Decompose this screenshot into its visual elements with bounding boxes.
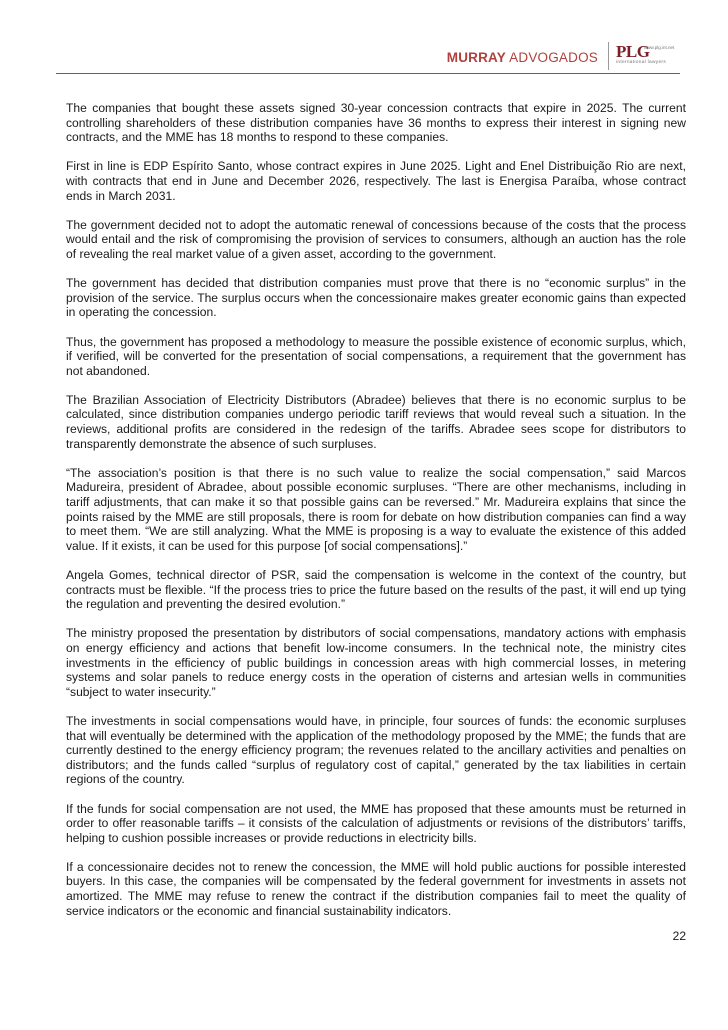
paragraph: If a concessionaire decides not to renew the concession, the MME will hold public auctions for possible interested buyers. In this case, the companies will be compensated by the federal government for investments in assets not amortized. The MME may refuse to renew the contract if the distribution companies fail to meet the quality of service indicators or the economic and financial sustainability indicators. xyxy=(66,859,686,918)
paragraph: If the funds for social compensation are not used, the MME has proposed that these amounts must be returned in order to offer reasonable tariffs – it consists of the calculation of adjustments or revisions of the distributors’ tariffs, helping to cushion possible increases or provide reductions in electricity bills. xyxy=(66,801,686,845)
header-rule xyxy=(56,73,680,74)
brand-name-rest: ADVOGADOS xyxy=(505,50,598,65)
plg-logo-web: www.plg.int.net xyxy=(644,45,675,50)
paragraph: Angela Gomes, technical director of PSR, said the compensation is welcome in the context of the country, but contracts must be flexible. “If the process tries to price the future based on the results of the past, it will end up tying the regulation and preventing the desired evolution.” xyxy=(66,568,686,612)
plg-logo xyxy=(616,42,678,68)
paragraph: The government decided not to adopt the automatic renewal of concessions because of the costs that the process would entail and the risk of compromising the provision of services to consumers, although an auction has the role of revealing the real market value of a given asset, according to the government. xyxy=(66,217,686,261)
paragraph: The companies that bought these assets signed 30-year concession contracts that expire in 2025. The current controlling shareholders of these distribution companies have 36 months to express their interest in signing new contracts, and the MME has 18 months to respond to these companies. xyxy=(66,101,686,145)
page-number: 22 xyxy=(672,929,686,943)
murray-advogados-logo xyxy=(447,50,598,65)
logo-divider xyxy=(608,42,609,70)
plg-logo-subtitle: international lawyers xyxy=(616,60,667,65)
paragraph: The Brazilian Association of Electricity Distributors (Abradee) believes that there is no economic surplus to be calculated, since distribution companies undergo periodic tariff reviews that would reveal such a situation. In the reviews, additional profits are considered in the redesign of the tariffs. Abradee sees scope for distributors to transparently demonstrate the absence of such surpluses. xyxy=(66,392,686,451)
plg-logo-mark: PLG xyxy=(616,42,650,61)
paragraph: First in line is EDP Espírito Santo, whose contract expires in June 2025. Light and Enel Distribuição Rio are next, with contracts that end in June and December 2026, respectively. The last is Energisa Paraíba, whose contract ends in March 2031. xyxy=(66,159,686,203)
paragraph: The ministry proposed the presentation by distributors of social compensations, mandatory actions with emphasis on energy efficiency and actions that benefit low-income consumers. In the technical note, the ministry cites investments in the efficiency of public buildings in concession areas with high commercial losses, in metering systems and solar panels to reduce energy costs in the operation of cisterns and artesian wells in communities “subject to water insecurity.” xyxy=(66,626,686,699)
document-body xyxy=(66,101,686,933)
paragraph: The investments in social compensations would have, in principle, four sources of funds: the economic surpluses that will eventually be determined with the application of the methodology proposed by the MME; the funds that are currently destined to the energy efficiency program; the revenues related to the ancillary activities and penalties on distributors; and the funds called “surplus of regulatory cost of capital,” generated by the tax liabilities in certain regions of the country. xyxy=(66,713,686,787)
paragraph: “The association’s position is that there is no such value to realize the social compensation,” said Marcos Madureira, president of Abradee, about possible economic surpluses. “There are other mechanisms, including in tariff adjustments, that can make it so that possible gains can be reversed.” Mr. Madureira explains that since the points raised by the MME are still proposals, there is room for debate on how distribution companies can find a way to meet them. “We are still analyzing. What the MME is proposing is a way to evaluate the existence of this added value. If it exists, it can be used for this purpose [of social compensations].” xyxy=(66,465,686,553)
brand-name-bold: MURRAY xyxy=(446,50,506,65)
page-header xyxy=(56,38,680,76)
paragraph: Thus, the government has proposed a methodology to measure the possible existence of economic surplus, which, if verified, will be converted for the presentation of social compensations, a requirement that the government has not abandoned. xyxy=(66,334,686,378)
paragraph: The government has decided that distribution companies must prove that there is no “economic surplus” in the provision of the service. The surplus occurs when the concessionaire makes greater economic gains than expected in operating the concession. xyxy=(66,276,686,320)
